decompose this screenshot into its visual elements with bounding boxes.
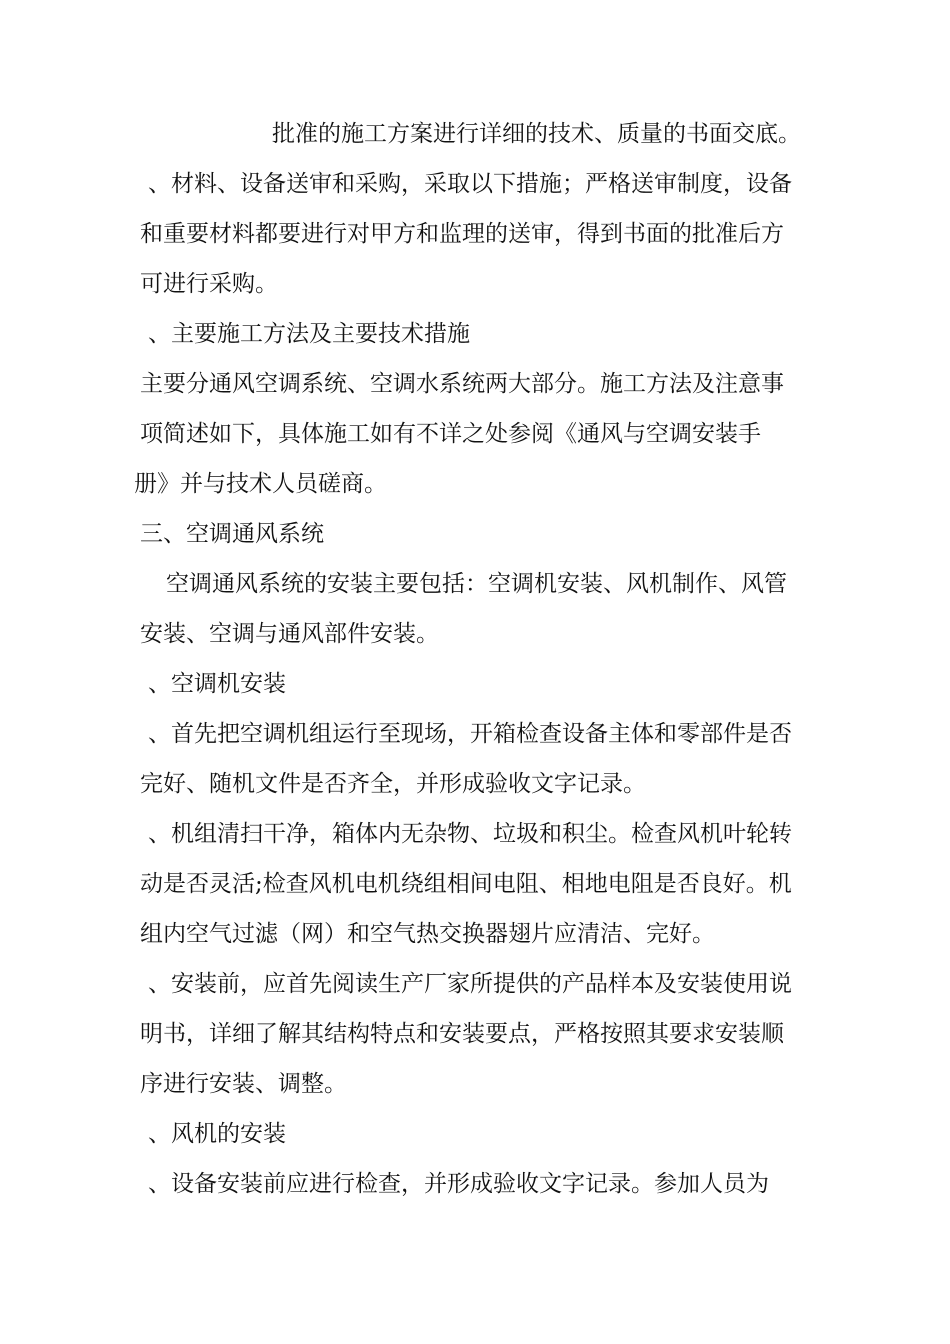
text-line: 、材料、设备送审和采购，采取以下措施；严格送审制度，设备 [148, 171, 792, 197]
text-line: 、机组清扫干净，箱体内无杂物、垃圾和积尘。检查风机叶轮转 [148, 821, 792, 847]
text-line: 主要分通风空调系统、空调水系统两大部分。施工方法及注意事 [140, 371, 784, 397]
text-line: 组内空气过滤（网）和空气热交换器翅片应清洁、完好。 [140, 921, 715, 947]
section-heading: 三、空调通风系统 [140, 521, 324, 547]
text-line: 批准的施工方案进行详细的技术、质量的书面交底。 [272, 121, 801, 147]
section-heading: 、风机的安装 [148, 1121, 286, 1147]
text-line: 安装、空调与通风部件安装。 [140, 621, 439, 647]
text-line: 和重要材料都要进行对甲方和监理的送审，得到书面的批准后方 [140, 221, 784, 247]
text-line: 、设备安装前应进行检查，并形成验收文字记录。参加人员为 [148, 1171, 769, 1197]
text-line: 完好、随机文件是否齐全，并形成验收文字记录。 [140, 771, 646, 797]
text-line: 可进行采购。 [140, 271, 278, 297]
text-line: 册》并与技术人员磋商。 [134, 471, 387, 497]
text-line: 序进行安装、调整。 [140, 1071, 347, 1097]
section-heading: 、主要施工方法及主要技术措施 [148, 321, 470, 347]
text-line: 、首先把空调机组运行至现场，开箱检查设备主体和零部件是否 [148, 721, 792, 747]
text-line: 动是否灵活;检查风机电机绕组相间电阻、相地电阻是否良好。机 [140, 871, 792, 897]
text-line: 明书，详细了解其结构特点和安装要点，严格按照其要求安装顺 [140, 1021, 784, 1047]
text-line: 空调通风系统的安装主要包括：空调机安装、风机制作、风管 [166, 571, 787, 597]
text-line: 、安装前，应首先阅读生产厂家所提供的产品样本及安装使用说 [148, 971, 792, 997]
section-heading: 、空调机安装 [148, 671, 286, 697]
text-line: 项简述如下，具体施工如有不详之处参阅《通风与空调安装手 [140, 421, 761, 447]
